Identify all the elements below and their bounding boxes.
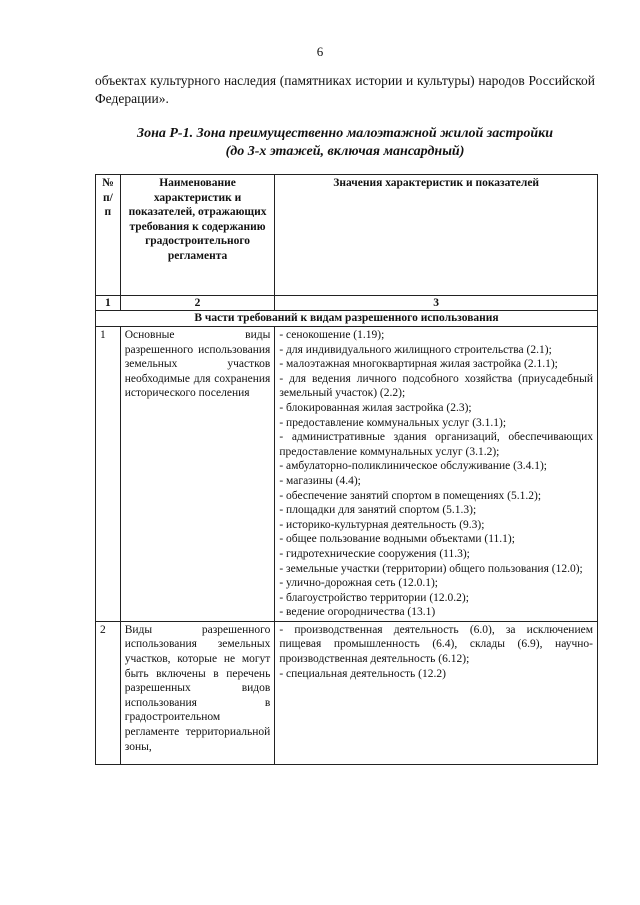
list-item: - административные здания организаций, обеспечивающих предоставление коммунальных услуг (3.1.2); [279, 431, 593, 458]
header-characteristic-name: Наименование характеристик и показателей, отражающих требования к содержанию градостроительного регламента [120, 175, 275, 296]
table-header-row [96, 175, 598, 296]
list-item: - улично-дорожная сеть (12.0.1); [279, 577, 438, 590]
list-item: - земельные участки (территории) общего пользования (12.0); [279, 562, 583, 575]
row-name: Виды разрешенного использования земельных участков, которые не могут быть включены в перечень разрешенных видов использования в градостроительном регламенте территориальной зоны, [120, 621, 275, 764]
list-item: - для ведения личного подсобного хозяйства (приусадебный земельный участок) (2.2); [279, 372, 593, 400]
list-item: - для индивидуального жилищного строительства (2.1); [279, 343, 552, 356]
list-item: - производственная деятельность (6.0), за исключением пищевая промышленность (6.4), склады (6.9), научно-производственная деятельность (6.12); [279, 623, 593, 666]
column-number: 1 [96, 296, 121, 311]
table-row [96, 327, 598, 622]
column-number: 2 [120, 296, 275, 311]
row-number: 1 [96, 327, 121, 622]
column-number: 3 [275, 296, 598, 311]
list-item: - общее пользование водными объектами (11.1); [279, 533, 515, 546]
list-item: - площадки для занятий спортом (5.1.3); [279, 504, 477, 517]
column-number-row [96, 296, 598, 311]
list-item: - специальная деятельность (12.2) [279, 667, 446, 680]
list-item: - малоэтажная многоквартирная жилая застройка (2.1.1); [279, 358, 558, 371]
header-values: Значения характеристик и показателей [275, 175, 598, 296]
zone-title [95, 125, 595, 161]
regulation-table [95, 174, 598, 765]
header-number: № п/п [96, 175, 121, 296]
zone-title-line-2: (до 3-х этажей, включая мансардный) [225, 144, 465, 159]
list-item: - амбулаторно-поликлиническое обслуживание (3.4.1); [279, 460, 547, 473]
row-items [275, 327, 598, 622]
zone-title-line-1: Зона Р-1. Зона преимущественно малоэтажной жилой застройки [136, 126, 554, 141]
list-item: - историко-культурная деятельность (9.3); [279, 518, 485, 531]
row-number: 2 [96, 621, 121, 764]
list-item: - обеспечение занятий спортом в помещениях (5.1.2); [279, 489, 542, 502]
row-name: Основные виды разрешенного использования земельных участков необходимые для сохранения исторического поселения [120, 327, 275, 622]
list-item: - предоставление коммунальных услуг (3.1.1); [279, 416, 507, 429]
page-number: 6 [316, 44, 324, 59]
list-item: - магазины (4.4); [279, 474, 361, 487]
table-row [96, 621, 598, 764]
list-item: - сенокошение (1.19); [279, 329, 385, 341]
row-items [275, 621, 598, 764]
section-title: В части требований к видам разрешенного использования [96, 311, 598, 327]
list-item: - блокированная жилая застройка (2.3); [279, 401, 472, 414]
section-row [96, 311, 598, 327]
intro-paragraph: объектах культурного наследия (памятниках истории и культуры) народов Российской Федерации». [95, 73, 595, 106]
list-item: - благоустройство территории (12.0.2); [279, 591, 469, 604]
list-item: - ведение огородничества (13.1) [279, 606, 436, 619]
list-item: - гидротехнические сооружения (11.3); [279, 547, 470, 560]
